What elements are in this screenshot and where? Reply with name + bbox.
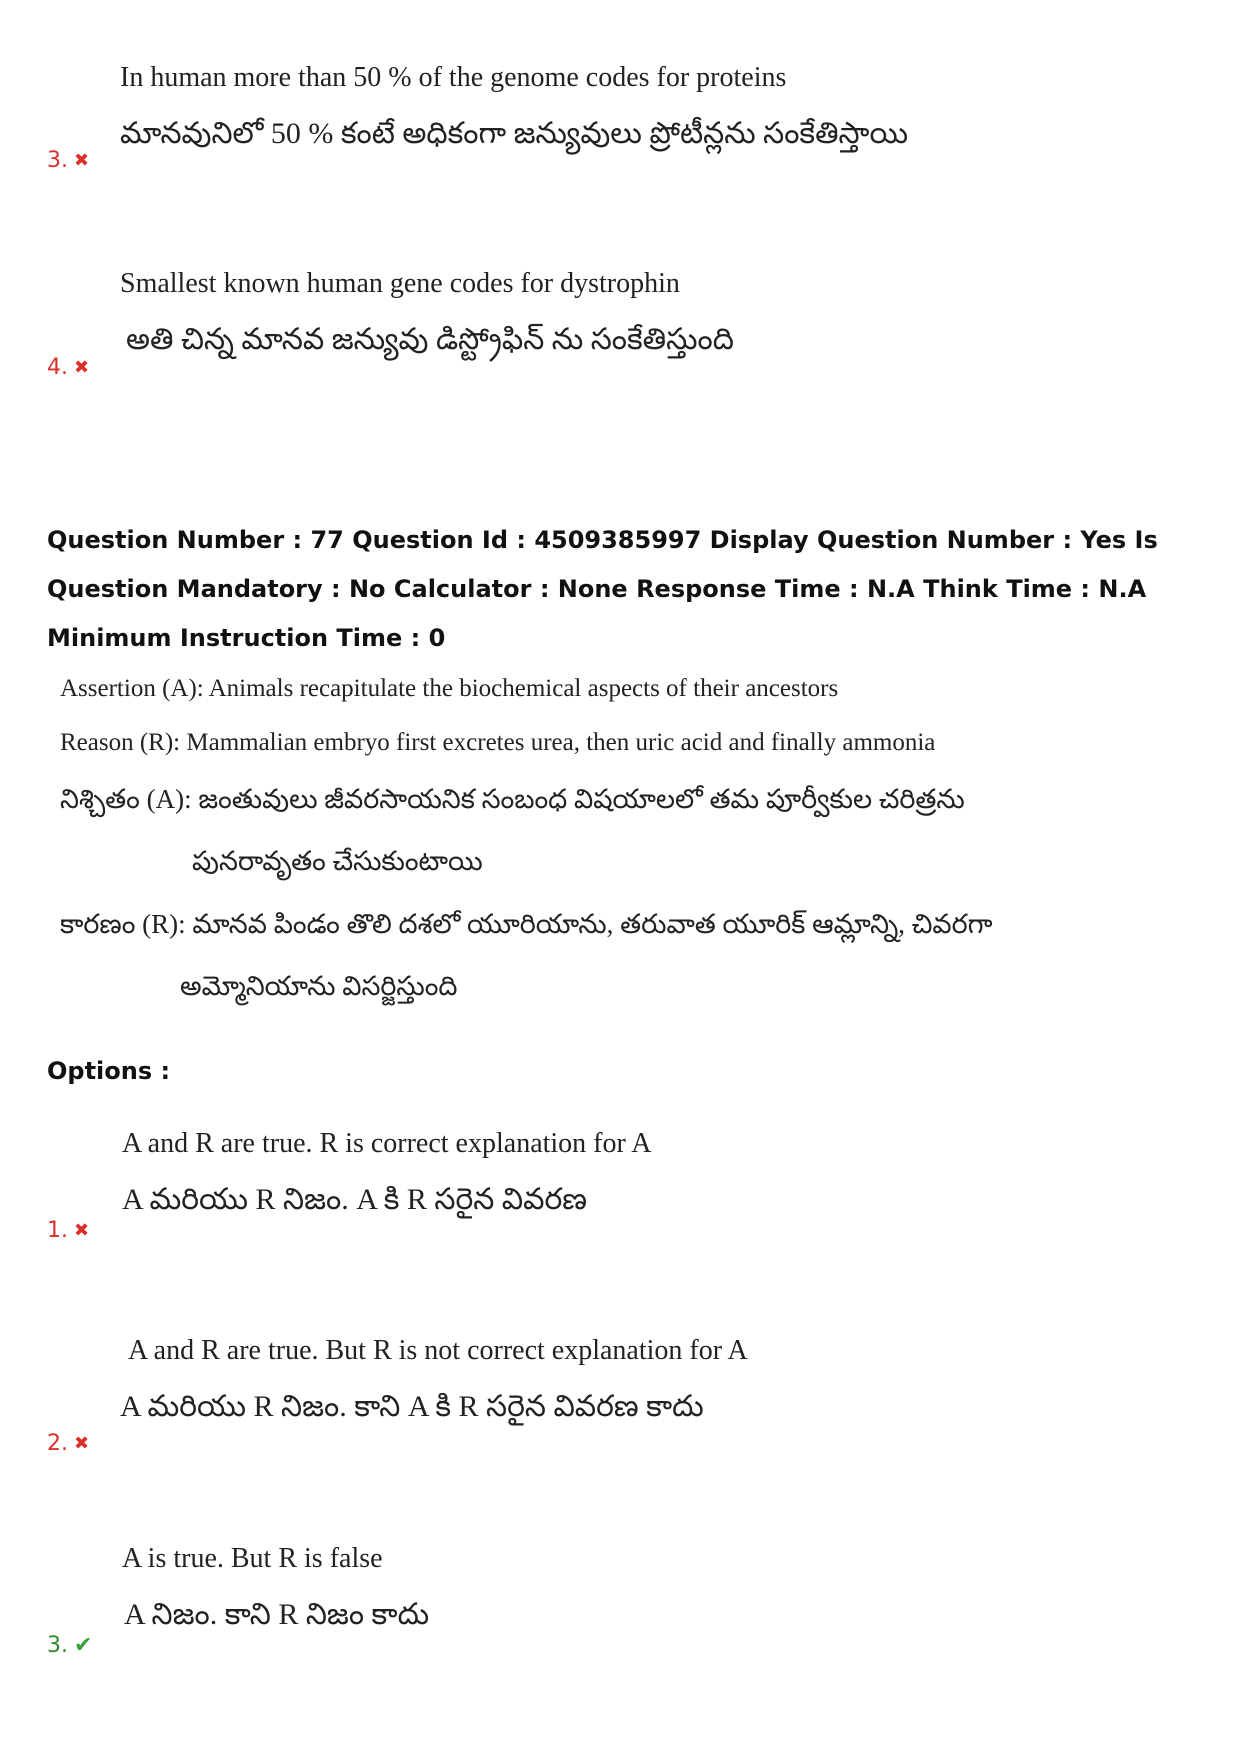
prev-option-4-text-te: అతి చిన్న మానవ జన్యువు డిస్ట్రోఫిన్ ను సంకేతిస్తుంది (126, 323, 734, 356)
option-2-number: 2. (47, 1431, 68, 1456)
prev-option-3-marker (47, 148, 89, 173)
reason-te-line2: అమ్మోనియాను విసర్జిస్తుంది (180, 971, 458, 1001)
option-1-text-te: A మరియు R నిజం. A కి R సరైన వివరణ (122, 1183, 588, 1216)
check-icon: ✔ (74, 1633, 93, 1658)
assertion-te-line2: పునరావృతం చేసుకుంటాయి (192, 846, 483, 876)
option-3-number: 3. (47, 1633, 68, 1658)
option-3-text-en: A is true. But R is false (122, 1543, 383, 1574)
cross-icon: ✖ (74, 357, 90, 378)
prev-option-3-number: 3. (47, 148, 68, 173)
option-2-text-en: A and R are true. But R is not correct explanation for A (128, 1335, 748, 1366)
option-2-text-te: A మరియు R నిజం. కాని A కి R సరైన వివరణ కాదు (120, 1390, 704, 1423)
option-3-marker (47, 1633, 92, 1658)
option-1-text-en: A and R are true. R is correct explanation for A (122, 1128, 652, 1159)
option-1-marker (47, 1218, 89, 1243)
assertion-en: Assertion (A): Animals recapitulate the biochemical aspects of their ancestors (60, 675, 839, 702)
option-3-text-te: A నిజం. కాని R నిజం కాదు (124, 1598, 430, 1631)
cross-icon: ✖ (74, 1433, 90, 1454)
question-meta: Question Number : 77 Question Id : 4509385997 Display Question Number : Yes Is Question Mandatory : No Calculator : None Response Time : N.A Think Time : N.A Minimum Instruction Time : 0 (47, 526, 1158, 652)
option-1-number: 1. (47, 1218, 68, 1243)
options-label: Options : (47, 1057, 171, 1085)
prev-option-4-number: 4. (47, 355, 68, 380)
reason-en: Reason (R): Mammalian embryo first excretes urea, then uric acid and finally ammonia (60, 729, 936, 756)
cross-icon: ✖ (74, 1220, 90, 1241)
reason-te-line1: కారణం (R): మానవ పిండం తొలి దశలో యూరియాను, తరువాత యూరిక్ ఆమ్లాన్ని, చివరగా (60, 909, 993, 939)
prev-option-3-text-en: In human more than 50 % of the genome codes for proteins (120, 62, 787, 93)
prev-option-3-text-te: మానవునిలో 50 % కంటే అధికంగా జన్యువులు ప్రోటీన్లను సంకేతిస్తాయి (120, 117, 909, 150)
prev-option-4-marker (47, 355, 89, 380)
assertion-te-line1: నిశ్చితం (A): జంతువులు జీవరసాయనిక సంబంధ విషయాలలో తమ పూర్వీకుల చరిత్రను (60, 784, 965, 814)
prev-option-4-text-en: Smallest known human gene codes for dystrophin (120, 268, 680, 299)
option-2-marker (47, 1431, 89, 1456)
cross-icon: ✖ (74, 150, 90, 171)
